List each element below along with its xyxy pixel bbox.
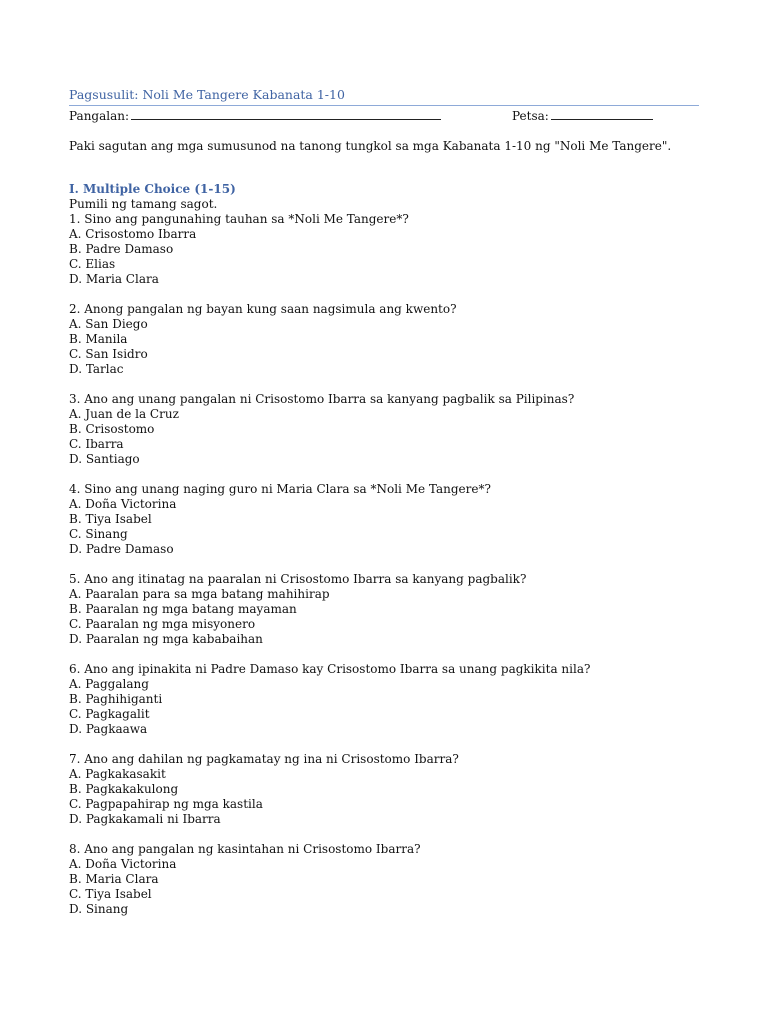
- answer-option: A. Doña Victorina: [69, 857, 177, 871]
- answer-option: A. Crisostomo Ibarra: [69, 227, 197, 241]
- instructions: Paki sagutan ang mga sumusunod na tanong tungkol sa mga Kabanata 1-10 ng "Noli Me Tangere".: [69, 139, 672, 153]
- answer-option: B. Paghihiganti: [69, 692, 163, 706]
- answer-option: D. Santiago: [69, 452, 140, 466]
- question-text: 7. Ano ang dahilan ng pagkamatay ng ina ni Crisostomo Ibarra?: [69, 752, 459, 766]
- answer-option: B. Tiya Isabel: [69, 512, 152, 526]
- answer-option: C. Ibarra: [69, 437, 124, 451]
- answer-option: C. Pagkagalit: [69, 707, 150, 721]
- answer-option: A. Paaralan para sa mga batang mahihirap: [69, 587, 330, 601]
- answer-option: D. Maria Clara: [69, 272, 159, 286]
- answer-option: D. Padre Damaso: [69, 542, 174, 556]
- answer-option: B. Paaralan ng mga batang mayaman: [69, 602, 297, 616]
- answer-option: C. Elias: [69, 257, 116, 271]
- answer-option: C. Pagpapahirap ng mga kastila: [69, 797, 263, 811]
- answer-option: D. Tarlac: [69, 362, 124, 376]
- question-text: 5. Ano ang itinatag na paaralan ni Crisostomo Ibarra sa kanyang pagbalik?: [69, 572, 527, 586]
- answer-option: A. Doña Victorina: [69, 497, 177, 511]
- question-item: [69, 482, 699, 557]
- answer-option: A. San Diego: [69, 317, 148, 331]
- name-blank-line: [131, 107, 441, 120]
- question-item: [69, 572, 699, 647]
- quiz-document: [69, 86, 699, 932]
- question-item: [69, 392, 699, 467]
- student-info-row: [69, 107, 699, 125]
- answer-option: D. Paaralan ng mga kababaihan: [69, 632, 263, 646]
- question-item: [69, 212, 699, 287]
- question-text: 8. Ano ang pangalan ng kasintahan ni Crisostomo Ibarra?: [69, 842, 421, 856]
- section-title: I. Multiple Choice (1-15): [69, 182, 236, 196]
- date-field: [512, 107, 653, 125]
- question-text: 1. Sino ang pangunahing tauhan sa *Noli Me Tangere*?: [69, 212, 409, 226]
- answer-option: B. Pagkakakulong: [69, 782, 179, 796]
- question-text: 6. Ano ang ipinakita ni Padre Damaso kay Crisostomo Ibarra sa unang pagkikita nila?: [69, 662, 591, 676]
- question-list: [69, 212, 699, 917]
- answer-option: D. Pagkaawa: [69, 722, 148, 736]
- answer-option: C. Paaralan ng mga misyonero: [69, 617, 256, 631]
- answer-option: C. Sinang: [69, 527, 128, 541]
- answer-option: A. Juan de la Cruz: [69, 407, 179, 421]
- answer-option: A. Pagkakasakit: [69, 767, 166, 781]
- question-text: 3. Ano ang unang pangalan ni Crisostomo Ibarra sa kanyang pagbalik sa Pilipinas?: [69, 392, 575, 406]
- question-item: [69, 752, 699, 827]
- question-text: 2. Anong pangalan ng bayan kung saan nagsimula ang kwento?: [69, 302, 457, 316]
- answer-option: C. San Isidro: [69, 347, 148, 361]
- answer-option: B. Maria Clara: [69, 872, 159, 886]
- name-field: [69, 107, 441, 125]
- date-blank-line: [551, 107, 653, 120]
- question-item: [69, 302, 699, 377]
- question-item: [69, 662, 699, 737]
- answer-option: B. Manila: [69, 332, 128, 346]
- answer-option: D. Sinang: [69, 902, 129, 916]
- question-text: 4. Sino ang unang naging guro ni Maria Clara sa *Noli Me Tangere*?: [69, 482, 491, 496]
- document-title: Pagsusulit: Noli Me Tangere Kabanata 1-10: [69, 86, 699, 106]
- name-label: Pangalan:: [69, 109, 130, 123]
- answer-option: C. Tiya Isabel: [69, 887, 152, 901]
- answer-option: B. Padre Damaso: [69, 242, 174, 256]
- answer-option: D. Pagkakamali ni Ibarra: [69, 812, 221, 826]
- date-label: Petsa:: [512, 109, 549, 123]
- answer-option: A. Paggalang: [69, 677, 149, 691]
- answer-option: B. Crisostomo: [69, 422, 155, 436]
- question-item: [69, 842, 699, 917]
- section-subtitle: Pumili ng tamang sagot.: [69, 197, 218, 211]
